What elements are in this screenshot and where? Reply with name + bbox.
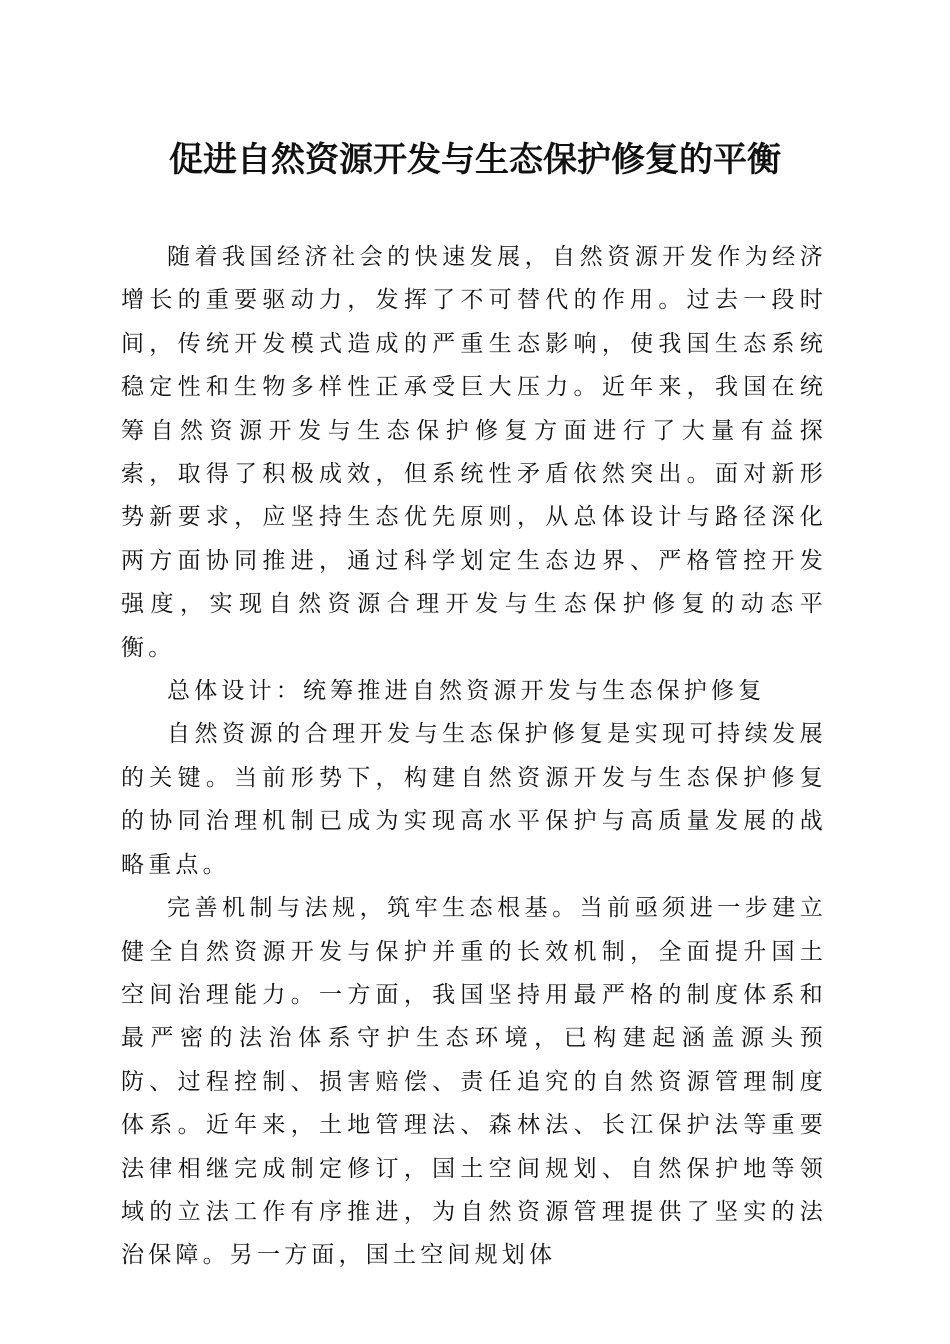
paragraph-key-to-sustainability: 自然资源的合理开发与生态保护修复是实现可持续发展的关键。当前形势下，构建自然资源开发与生态保护修复的协同治理机制已成为实现高水平保护与高质量发展的战略重点。 xyxy=(121,721,827,878)
paragraph-mechanisms-and-laws: 完善机制与法规，筑牢生态根基。当前亟须进一步建立健全自然资源开发与保护并重的长效机制，全面提升国土空间治理能力。一方面，我国坚持用最严格的制度体系和最严密的法治体系守护生态环境，已构建起涵盖源头预防、过程控制、损害赔偿、责任追究的自然资源管理制度体系。近年来，土地管理法、森林法、长江保护法等重要法律相继完成制定修订，国土空间规划、自然保护地等领域的立法工作有序推进，为自然资源管理提供了坚实的法治保障。另一方面，国土空间规划体 xyxy=(121,895,827,1269)
document-body xyxy=(121,236,827,1278)
paragraph-intro: 随着我国经济社会的快速发展，自然资源开发作为经济增长的重要驱动力，发挥了不可替代的作用。过去一段时间，传统开发模式造成的严重生态影响，使我国生态系统稳定性和生物多样性正承受巨大压力。近年来，我国在统筹自然资源开发与生态保护修复方面进行了大量有益探索，取得了积极成效，但系统性矛盾依然突出。面对新形势新要求，应坚持生态优先原则，从总体设计与路径深化两方面协同推进，通过科学划定生态边界、严格管控开发强度，实现自然资源合理开发与生态保护修复的动态平衡。 xyxy=(121,244,827,661)
document-title: 促进自然资源开发与生态保护修复的平衡 xyxy=(169,140,781,180)
section-heading-overall-design: 总体设计：统筹推进自然资源开发与生态保护修复 xyxy=(167,678,766,705)
